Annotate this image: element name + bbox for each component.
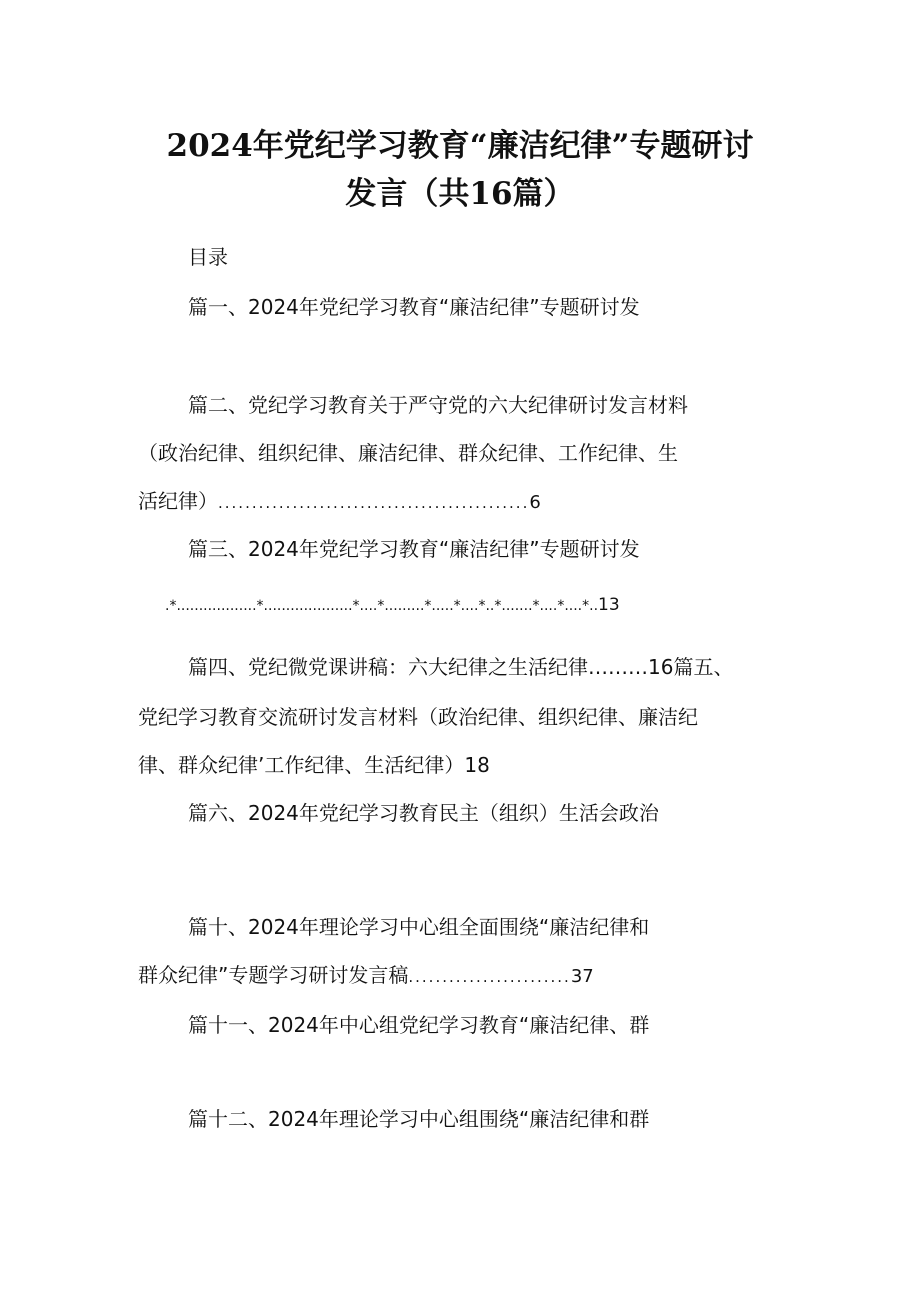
toc-entry-6-line-1: 篇十、2024年理论学习中心组全面围绕“廉洁纪律和 — [188, 915, 650, 939]
toc-entry-6-line-2 — [138, 960, 594, 992]
toc-heading: 目录 — [188, 245, 228, 269]
toc-entry-4-line-3: 律、群众纪律’工作纪律、生活纪律）18 — [138, 753, 490, 777]
toc-entry-2-leader: .............................................. — [218, 494, 530, 512]
toc-entry-6-text: 群众纪律”专题学习研讨发言稿 — [138, 963, 409, 987]
toc-entry-3-line-1: 篇三、2024年党纪学习教育“廉洁纪律”专题研讨发 — [188, 537, 640, 561]
toc-entry-4-line-1: 篇四、党纪微党课讲稿：六大纪律之生活纪律………16篇五、 — [188, 655, 734, 679]
toc-entry-2-line-2: （政治纪律、组织纪律、廉洁纪律、群众纪律、工作纪律、生 — [138, 441, 678, 465]
toc-entry-2-page: 6 — [529, 492, 541, 513]
toc-entry-1: 篇一、2024年党纪学习教育“廉洁纪律”专题研讨发 — [188, 295, 640, 319]
toc-entry-5: 篇六、2024年党纪学习教育民主（组织）生活会政治 — [188, 801, 659, 825]
document-title-line-2: 发言（共16篇） — [345, 176, 575, 212]
toc-entry-6-page: 37 — [570, 966, 594, 987]
document-title-line-1: 2024年党纪学习教育“廉洁纪律”专题研讨 — [166, 128, 754, 164]
toc-entry-2-line-1: 篇二、党纪学习教育关于严守党的六大纪律研讨发言材料 — [188, 393, 688, 417]
toc-entry-2-line-3 — [138, 486, 541, 518]
toc-entry-3-leader: .*..................*....................*....*.........*.....*....*..*.......*....*....*.. — [165, 598, 599, 614]
toc-entry-7: 篇十一、2024年中心组党纪学习教育“廉洁纪律、群 — [188, 1013, 650, 1037]
toc-entry-2-text: 活纪律） — [138, 489, 218, 513]
toc-entry-4-line-2: 党纪学习教育交流研讨发言材料（政治纪律、组织纪律、廉洁纪 — [138, 705, 698, 729]
toc-entry-8: 篇十二、2024年理论学习中心组围绕“廉洁纪律和群 — [188, 1107, 650, 1131]
toc-entry-3-page: 13 — [598, 595, 620, 615]
toc-entry-6-leader: ........................ — [408, 968, 571, 986]
toc-entry-3-line-2 — [165, 588, 620, 621]
